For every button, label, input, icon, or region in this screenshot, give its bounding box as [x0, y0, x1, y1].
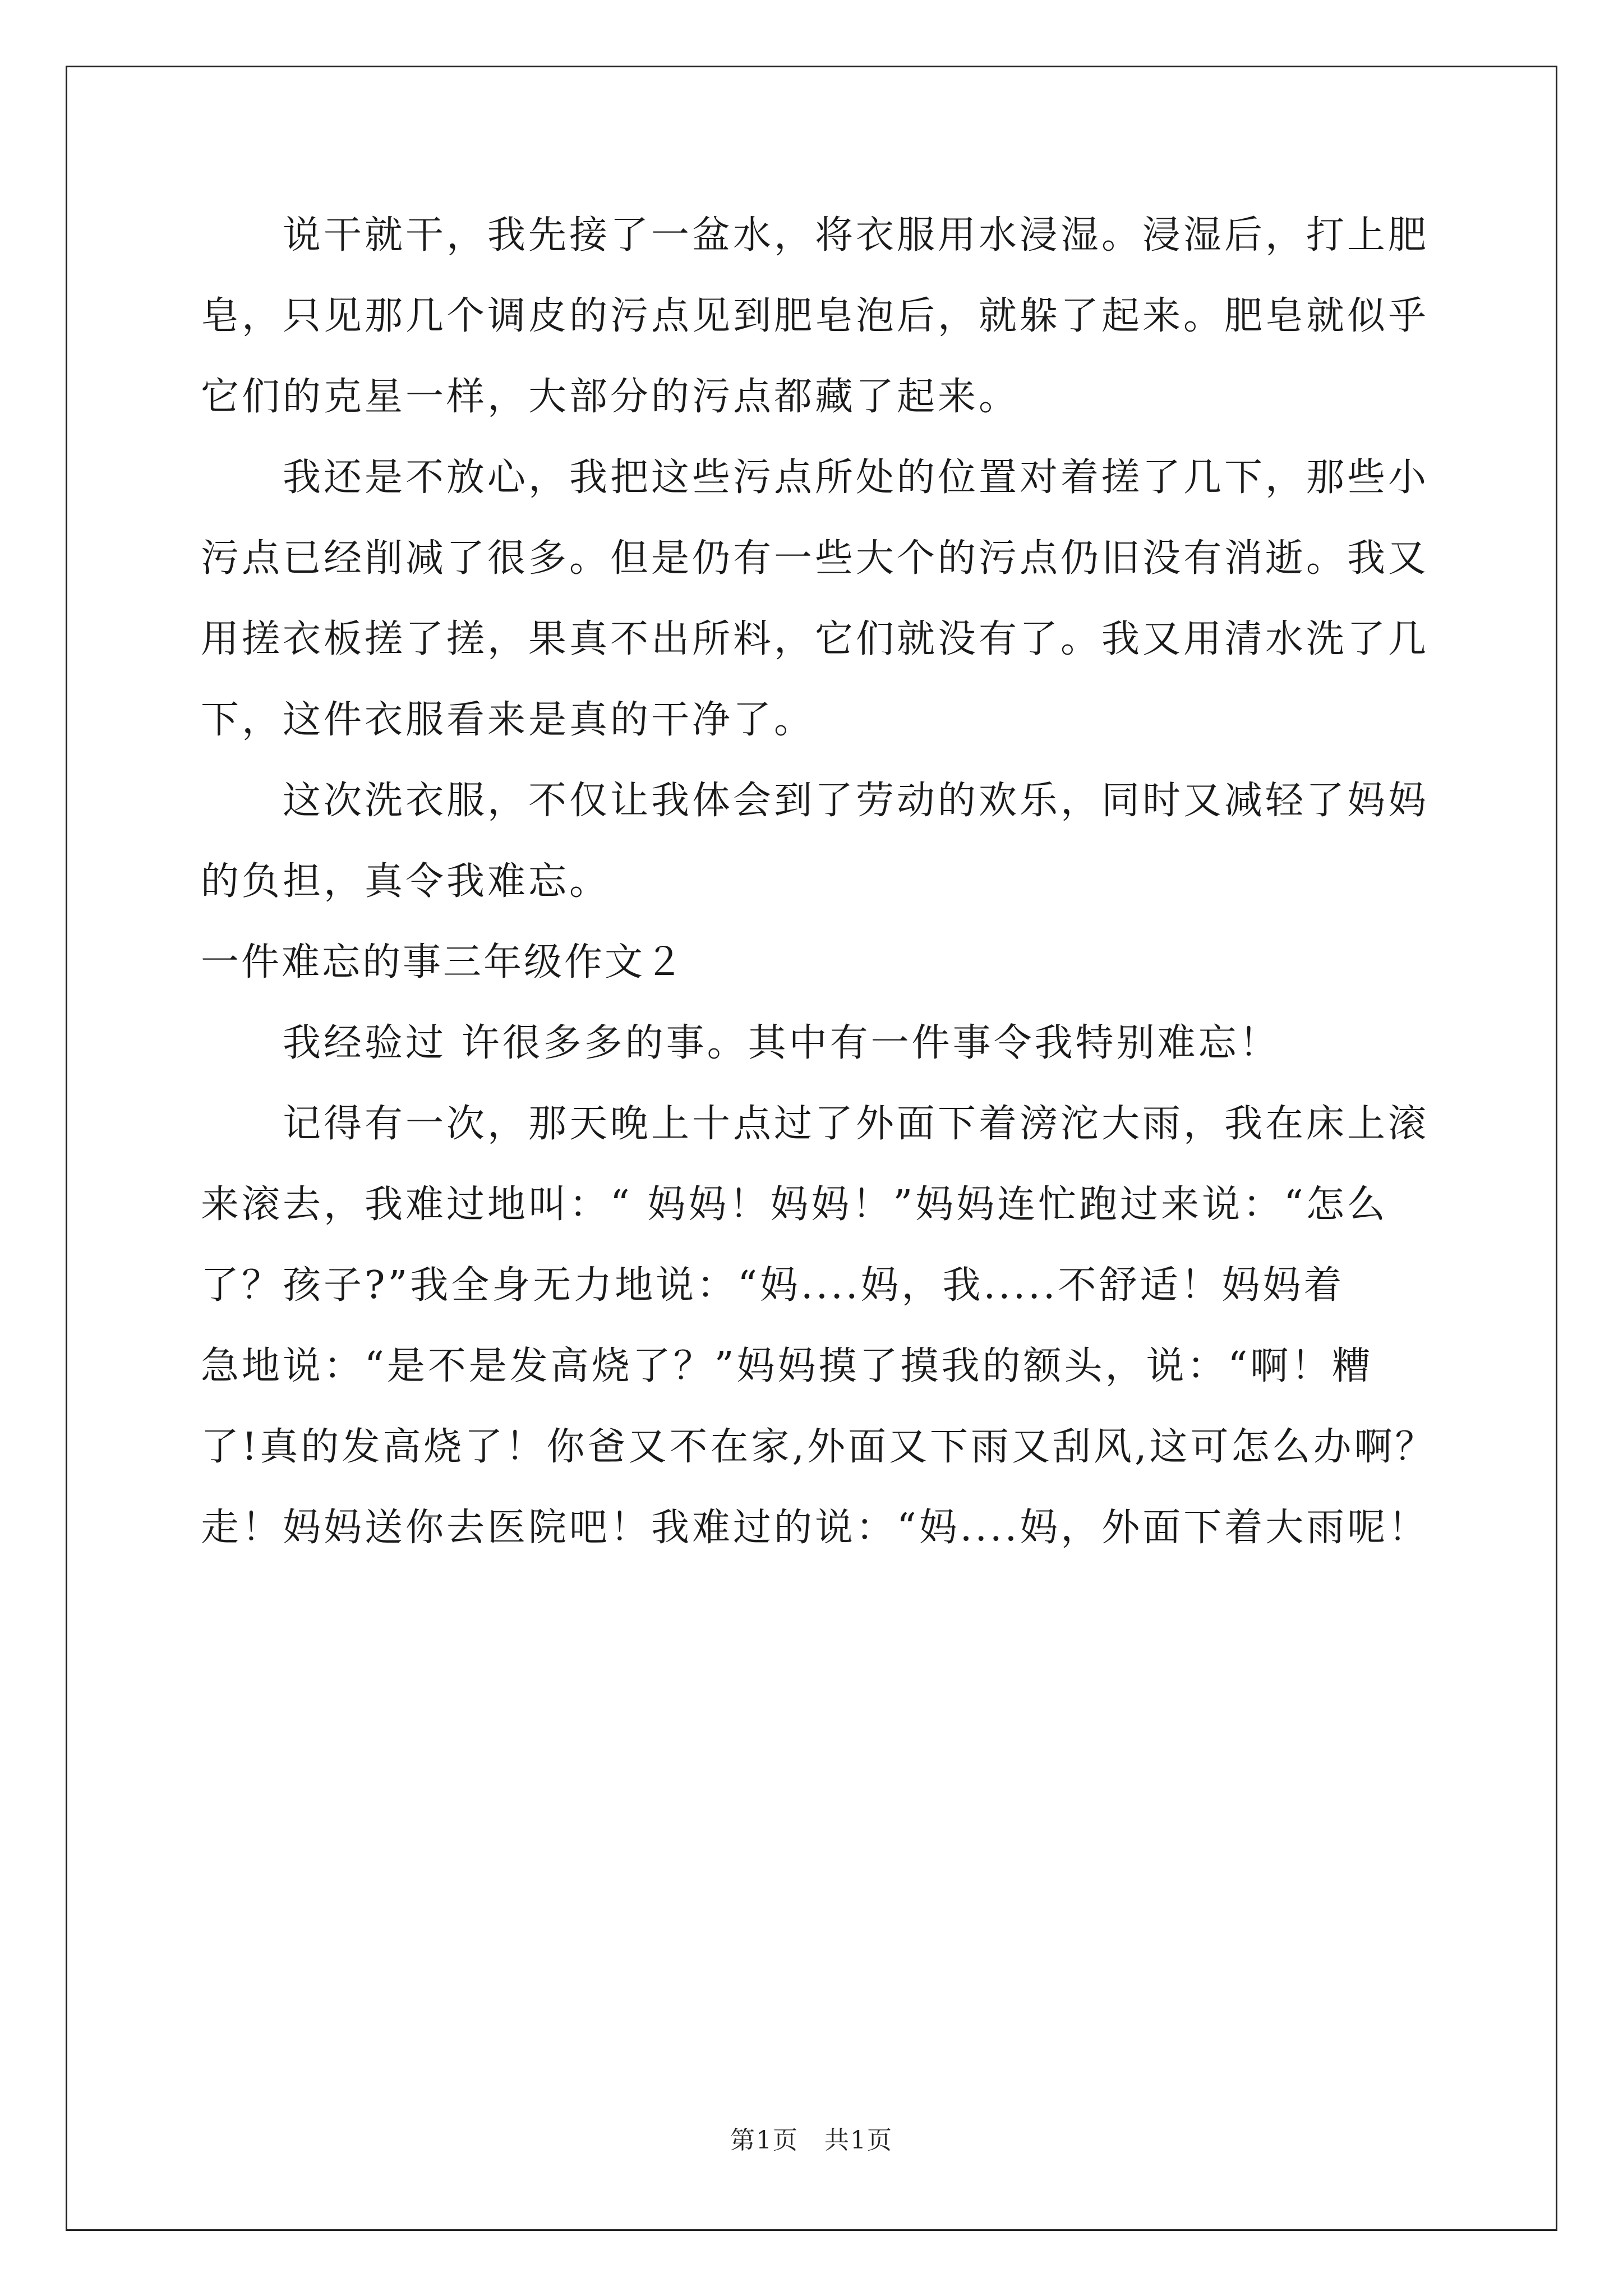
- paragraph-line: 急地说：“是不是发高烧了？”妈妈摸了摸我的额头，说：“啊！糟: [201, 1344, 1373, 1388]
- section-heading: 一件难忘的事三年级作文２: [201, 940, 686, 984]
- paragraph-line: 了？孩子?”我全身无力地说：“妈....妈，我.....不舒适！妈妈着: [201, 1263, 1345, 1308]
- paragraph-line: 我还是不放心，我把这些污点所处的位置对着搓了几下，那些小: [283, 455, 1430, 500]
- paragraph-line: 下，这件衣服看来是真的干净了。: [201, 698, 815, 742]
- paragraph-line: 说干就干，我先接了一盆水，将衣服用水浸湿。浸湿后，打上肥: [283, 213, 1430, 257]
- paragraph-line: 记得有一次，那天晚上十点过了外面下着滂沱大雨，我在床上滚: [283, 1102, 1430, 1146]
- paragraph-line: 的负担，真令我难忘。: [201, 859, 611, 904]
- paragraph-line: 污点已经削减了很多。但是仍有一些大个的污点仍旧没有消逝。我又: [201, 536, 1430, 581]
- page-number-footer: 第1页 共1页: [730, 2126, 893, 2155]
- paragraph-line: 走！妈妈送你去医院吧！我难过的说：“妈....妈，外面下着大雨呢！: [201, 1506, 1430, 1550]
- paragraph-line: 用搓衣板搓了搓，果真不出所料，它们就没有了。我又用清水洗了几: [201, 617, 1430, 661]
- paragraph-line: 了!真的发高烧了！你爸又不在家,外面又下雨又刮风,这可怎么办啊？: [201, 1425, 1436, 1469]
- paragraph-line: 皂，只见那几个调皮的污点见到肥皂泡后，就躲了起来。肥皂就似乎: [201, 294, 1430, 338]
- paragraph-line: 我经验过 许很多多的事。其中有一件事令我特别难忘！: [283, 1021, 1280, 1065]
- paragraph-line: 这次洗衣服，不仅让我体会到了劳动的欢乐，同时又减轻了妈妈: [283, 779, 1430, 823]
- paragraph-line: 它们的克星一样，大部分的污点都藏了起来。: [201, 375, 1020, 419]
- paragraph-line: 来滚去，我难过地叫：“ 妈妈！妈妈！”妈妈连忙跑过来说：“怎么: [201, 1182, 1388, 1227]
